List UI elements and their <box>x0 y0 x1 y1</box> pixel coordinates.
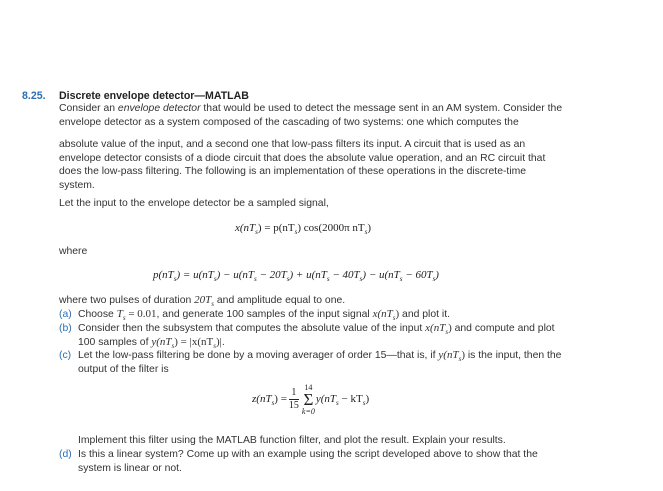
intro-paragraph-2: absolute value of the input, and a second one that low-pass filters its input. A circuit that is used as an envelope detector consists of a diode circuit that does the absolute value operation, and an RC circuit that does the low-pass filtering. The following is an implementation of these operations in the discrete-time system. <box>59 139 546 191</box>
part-a-label: (a) <box>59 309 72 320</box>
part-d-text: Is this a linear system? Come up with an example using the script developed above to show that the system is linear or not. <box>78 449 538 474</box>
pulses-text: where two pulses of duration $20T_s$ and amplitude equal to one. <box>59 294 346 309</box>
part-c-followup: Implement this filter using the MATLAB function filter, and plot the result. Explain your results. <box>78 435 506 446</box>
problem-title: Discrete envelope detector—MATLAB <box>59 90 249 102</box>
where-text: where <box>59 246 88 257</box>
moving-average-equation: $z(nT_s)$ = $\frac{1}{15}$ 14 Σ k=0 $y(nT_s - kT_s)$ <box>252 383 370 416</box>
problem-number: 8.25. <box>22 90 46 102</box>
let-input-text: Let the input to the envelope detector be a sampled signal, <box>59 198 329 209</box>
x-definition-equation: $x(nT_s) = p(nT_s)$ cos(2000π $nT_s$) <box>235 222 372 237</box>
part-d-label: (d) <box>59 449 72 460</box>
p-definition-equation: $p(nT_s) = u(nT_s) - u(nT_s - 20T_s) + u(nT_s - 40T_s) - u(nT_s - 60T_s)$ <box>153 269 439 284</box>
one-fifteenth-fraction: $\frac{1}{15}$ <box>288 387 299 411</box>
part-c-label: (c) <box>59 350 72 361</box>
part-c-text: Let the low-pass filtering be done by a moving averager of order 15—that is, if $y(nT_s)$ is the input, then the output of the filter is <box>78 349 562 375</box>
summation-symbol: 14 Σ k=0 <box>301 383 315 416</box>
part-a-text: Choose $T_s = 0.01$, and generate 100 samples of the input signal $x(nT_s)$ and plot it. <box>78 308 450 323</box>
part-b-text: Consider then the subsystem that computes the absolute value of the input $x(nT_s)$ and compute and plot 100 samples of $y(nT_s) = |x(nT_s)|$. <box>78 322 555 350</box>
intro-paragraph-1: Consider an envelope detector that would be used to detect the message sent in an AM system. Consider the envelope detector as a system composed of the cascading of two systems: one which computes the <box>59 103 563 128</box>
part-b-label: (b) <box>59 323 72 334</box>
envelope-detector-term: envelope detector <box>117 103 201 114</box>
